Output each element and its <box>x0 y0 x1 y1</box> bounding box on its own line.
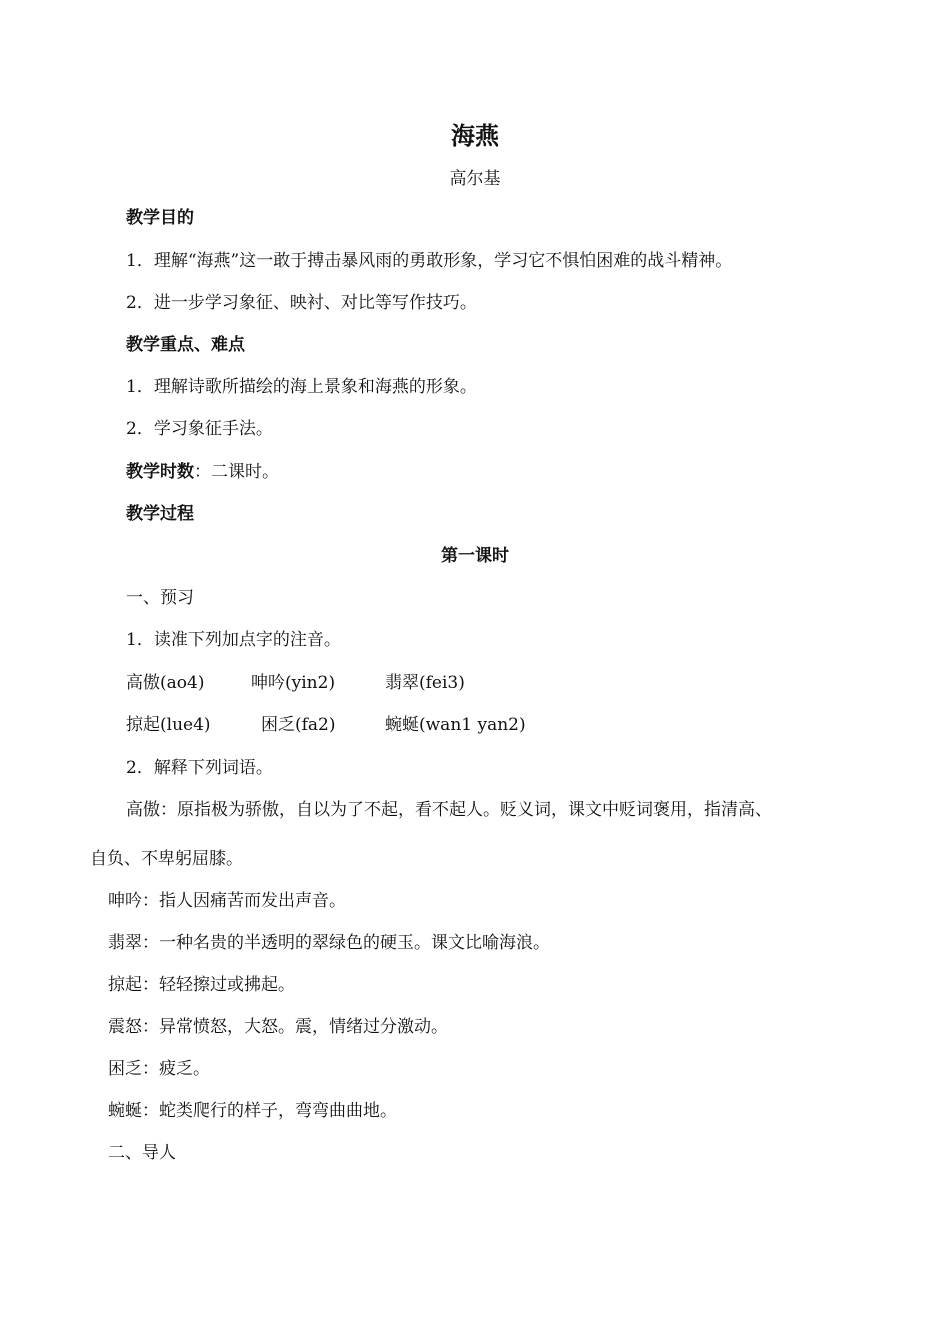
pinyin-item: 蜿蜒(wan1 yan2) <box>385 715 526 735</box>
focus-item: 1．理解诗歌所描绘的海上景象和海燕的形象。 <box>126 377 477 397</box>
definition-item: 高傲：原指极为骄傲，自以为了不起，看不起人。贬义词，课文中贬词褒用，指清高、 <box>126 800 772 820</box>
teaching-hours-value: ：二课时。 <box>194 462 279 482</box>
definition-item: 蜿蜒：蛇类爬行的样子，弯弯曲曲地。 <box>108 1101 397 1121</box>
definition-item: 呻吟：指人因痛苦而发出声音。 <box>108 891 346 911</box>
document-title: 海燕 <box>451 122 499 150</box>
section-heading: 一、预习 <box>126 588 194 608</box>
focus-item: 2．学习象征手法。 <box>126 419 273 439</box>
pinyin-item: 翡翠(fei3) <box>385 673 465 693</box>
teaching-hours <box>126 464 279 481</box>
definition-item: 掠起：轻轻擦过或拂起。 <box>108 975 295 995</box>
process-heading: 教学过程 <box>126 504 194 524</box>
definition-item: 困乏：疲乏。 <box>108 1059 210 1079</box>
pinyin-item: 掠起(lue4) <box>126 715 211 735</box>
teaching-hours-label: 教学时数 <box>126 462 194 482</box>
focus-heading: 教学重点、难点 <box>126 335 245 355</box>
definition-item: 翡翠：一种名贵的半透明的翠绿色的硬玉。课文比喻海浪。 <box>108 933 550 953</box>
pinyin-item: 困乏(fa2) <box>261 715 336 735</box>
section-heading: 二、导人 <box>108 1143 176 1163</box>
objective-item: 2．进一步学习象征、映衬、对比等写作技巧。 <box>126 293 477 313</box>
lesson-heading: 第一课时 <box>441 546 509 566</box>
objective-item: 1．理解“海燕”这一敢于搏击暴风雨的勇敢形象，学习它不惧怕困难的战斗精神。 <box>126 251 733 271</box>
author-name: 高尔基 <box>449 169 501 189</box>
objectives-heading: 教学目的 <box>126 208 194 228</box>
pinyin-item: 高傲(ao4) <box>126 673 205 693</box>
definition-item: 自负、不卑躬屈膝。 <box>90 849 243 869</box>
task-text: 1．读准下列加点字的注音。 <box>126 630 341 650</box>
task-text: 2．解释下列词语。 <box>126 758 273 778</box>
definition-item: 震怒：异常愤怒，大怒。震，情绪过分激动。 <box>108 1017 448 1037</box>
pinyin-item: 呻吟(yin2) <box>251 673 336 693</box>
